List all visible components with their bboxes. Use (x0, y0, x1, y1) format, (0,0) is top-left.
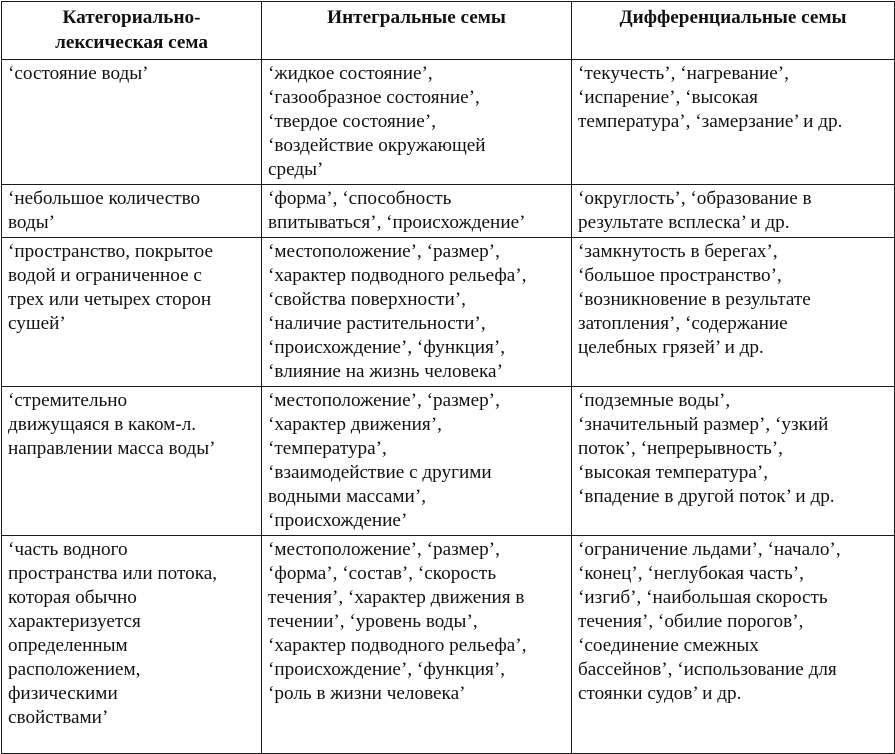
cell-integral-semes: ‘жидкое состояние’, ‘газообразное состояние’, ‘твердое состояние’, ‘воздействие окружающей среды’ (262, 60, 572, 185)
cell-differential-semes: ‘подземные воды’, ‘значительный размер’, ‘узкий поток’, ‘непрерывность’, ‘высокая температура’, ‘впадение в другой поток’ и др. (572, 387, 895, 536)
cell-categorial-seme: ‘пространство, покрытое водой и ограниченное с трех или четырех сторон сушей’ (2, 238, 262, 387)
cell-categorial-seme: ‘небольшое количество воды’ (2, 185, 262, 238)
cell-differential-semes: ‘ограничение льдами’, ‘начало’, ‘конец’, ‘неглубокая часть’, ‘изгиб’, ‘наибольшая скорость течения’, ‘обилие порогов’, ‘соединение смежных бассейнов’, ‘использование для стоянки судов’ и др. (572, 536, 895, 754)
cell-categorial-seme: ‘часть водного пространства или потока, которая обычно характеризуется определенным расположением, физическими свойствами’ (2, 536, 262, 754)
table-header-row (2, 2, 895, 60)
cell-integral-semes: ‘местоположение’, ‘размер’, ‘форма’, ‘состав’, ‘скорость течения’, ‘характер движения в течении’, ‘уровень воды’, ‘характер подводного рельефа’, ‘происхождение’, ‘функция’, ‘роль в жизни человека’ (262, 536, 572, 754)
table-row (2, 238, 895, 387)
cell-categorial-seme: ‘стремительно движущаяся в каком-л. направлении масса воды’ (2, 387, 262, 536)
cell-differential-semes: ‘округлость’, ‘образование в результате всплеска’ и др. (572, 185, 895, 238)
table-row (2, 185, 895, 238)
cell-differential-semes: ‘замкнутость в берегах’, ‘большое пространство’, ‘возникновение в результате затопления’, ‘содержание целебных грязей’ и др. (572, 238, 895, 387)
table-row (2, 60, 895, 185)
cell-categorial-seme: ‘состояние воды’ (2, 60, 262, 185)
header-integral-semes: Интегральные семы (262, 2, 572, 60)
header-differential-semes: Дифференциальные семы (572, 2, 895, 60)
cell-integral-semes: ‘местоположение’, ‘размер’, ‘характер подводного рельефа’, ‘свойства поверхности’, ‘наличие растительности’, ‘происхождение’, ‘функция’, ‘влияние на жизнь человека’ (262, 238, 572, 387)
header-categorial-lexical-seme: Категориально- лексическая сема (2, 2, 262, 60)
cell-integral-semes: ‘местоположение’, ‘размер’, ‘характер движения’, ‘температура’, ‘взаимодействие с другими водными массами’, ‘происхождение’ (262, 387, 572, 536)
cell-differential-semes: ‘текучесть’, ‘нагревание’, ‘испарение’, ‘высокая температура’, ‘замерзание’ и др. (572, 60, 895, 185)
cell-integral-semes: ‘форма’, ‘способность впитываться’, ‘происхождение’ (262, 185, 572, 238)
semes-table (1, 1, 895, 754)
table-row (2, 536, 895, 754)
table-row (2, 387, 895, 536)
